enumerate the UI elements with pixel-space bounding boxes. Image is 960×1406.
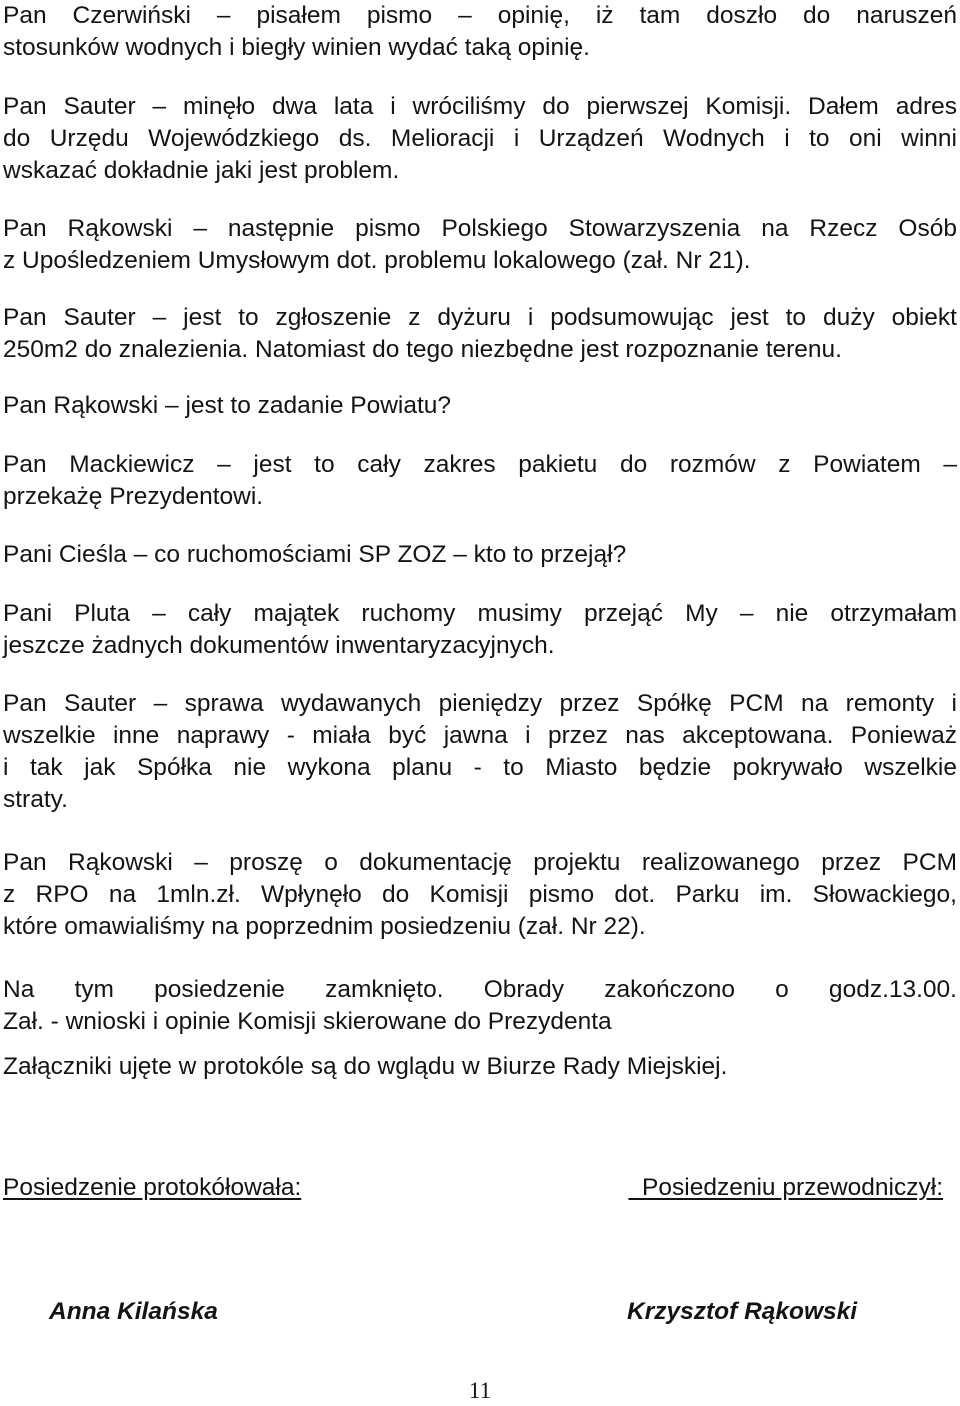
text-line: Pan Mackiewicz – jest to cały zakres pakietu do rozmów z Powiatem –: [3, 451, 957, 478]
text-line: 250m2 do znalezienia. Natomiast do tego niezbędne jest rozpoznanie terenu.: [3, 336, 842, 363]
text-line: jeszcze żadnych dokumentów inwentaryzacyjnych.: [3, 632, 555, 659]
text-line: Pani Cieśla – co ruchomościami SP ZOZ – kto to przejął?: [3, 541, 627, 568]
recorder-name: Anna Kilańska: [49, 1298, 218, 1325]
attachments-line: Załączniki ujęte w protokóle są do wglądu w Biurze Rady Miejskiej.: [3, 1053, 728, 1080]
text-line: Pani Pluta – cały majątek ruchomy musimy przejąć My – nie otrzymałam: [3, 600, 957, 627]
paragraph-ciesla: [3, 539, 957, 571]
paragraph-rakowski-2: [3, 390, 957, 422]
closing-statement: [3, 974, 957, 1038]
text-line: z Upośledzeniem Umysłowym dot. problemu lokalowego (zał. Nr 21).: [3, 247, 751, 274]
text-line: Pan Rąkowski – proszę o dokumentację projektu realizowanego przez PCM: [3, 849, 957, 876]
paragraph-sauter-3: [3, 688, 957, 816]
text-line: i tak jak Spółka nie wykona planu - to Miasto będzie pokrywało wszelkie: [3, 754, 957, 781]
text-line: Pan Sauter – minęło dwa lata i wróciliśmy do pierwszej Komisji. Dałem adres: [3, 93, 957, 120]
text-line: z RPO na 1mln.zł. Wpłynęło do Komisji pismo dot. Parku im. Słowackiego,: [3, 881, 957, 908]
paragraph-rakowski-3: [3, 847, 957, 943]
attachments-note: [3, 1051, 957, 1083]
paragraph-sauter-2: [3, 302, 957, 366]
text-line: Pan Sauter – jest to zgłoszenie z dyżuru i podsumowując jest to duży obiekt: [3, 304, 957, 331]
text-line: Pan Rąkowski – następnie pismo Polskiego Stowarzyszenia na Rzecz Osób: [3, 215, 957, 242]
text-line: które omawialiśmy na poprzednim posiedzeniu (zał. Nr 22).: [3, 913, 646, 940]
attachment-note: Zał. - wnioski i opinie Komisji skierowane do Prezydenta: [3, 1008, 612, 1035]
text-line: przekażę Prezydentowi.: [3, 483, 264, 510]
text-line: wszelkie inne naprawy - miała być jawna i przez nas akceptowana. Ponieważ: [3, 722, 957, 749]
paragraph-pluta: [3, 598, 957, 662]
paragraph-sauter-1: [3, 91, 957, 187]
chairman-name: Krzysztof Rąkowski: [627, 1298, 858, 1325]
text-line: stosunków wodnych i biegły winien wydać taką opinię.: [3, 34, 590, 61]
page-number: 11: [468, 1378, 492, 1403]
text-line: Pan Rąkowski – jest to zadanie Powiatu?: [3, 392, 452, 419]
paragraph-czerwinski: [3, 0, 957, 64]
document-body: [3, 0, 957, 1083]
text-line: Pan Czerwiński – pisałem pismo – opinię, iż tam doszło do naruszeń: [3, 2, 957, 29]
chairman-label: Posiedzeniu przewodniczył:: [628, 1174, 943, 1201]
text-line: Pan Sauter – sprawa wydawanych pieniędzy przez Spółkę PCM na remonty i: [3, 690, 957, 717]
closing-line: Na tym posiedzenie zamknięto. Obrady zakończono o godz.13.00.: [3, 976, 957, 1003]
text-line: wskazać dokładnie jaki jest problem.: [3, 157, 400, 184]
recorder-label: Posiedzenie protokółowała:: [3, 1174, 302, 1201]
paragraph-rakowski-1: [3, 213, 957, 277]
text-line: straty.: [3, 786, 68, 813]
text-line: do Urzędu Wojewódzkiego ds. Melioracji i Urządzeń Wodnych i to oni winni: [3, 125, 957, 152]
paragraph-mackiewicz: [3, 449, 957, 513]
